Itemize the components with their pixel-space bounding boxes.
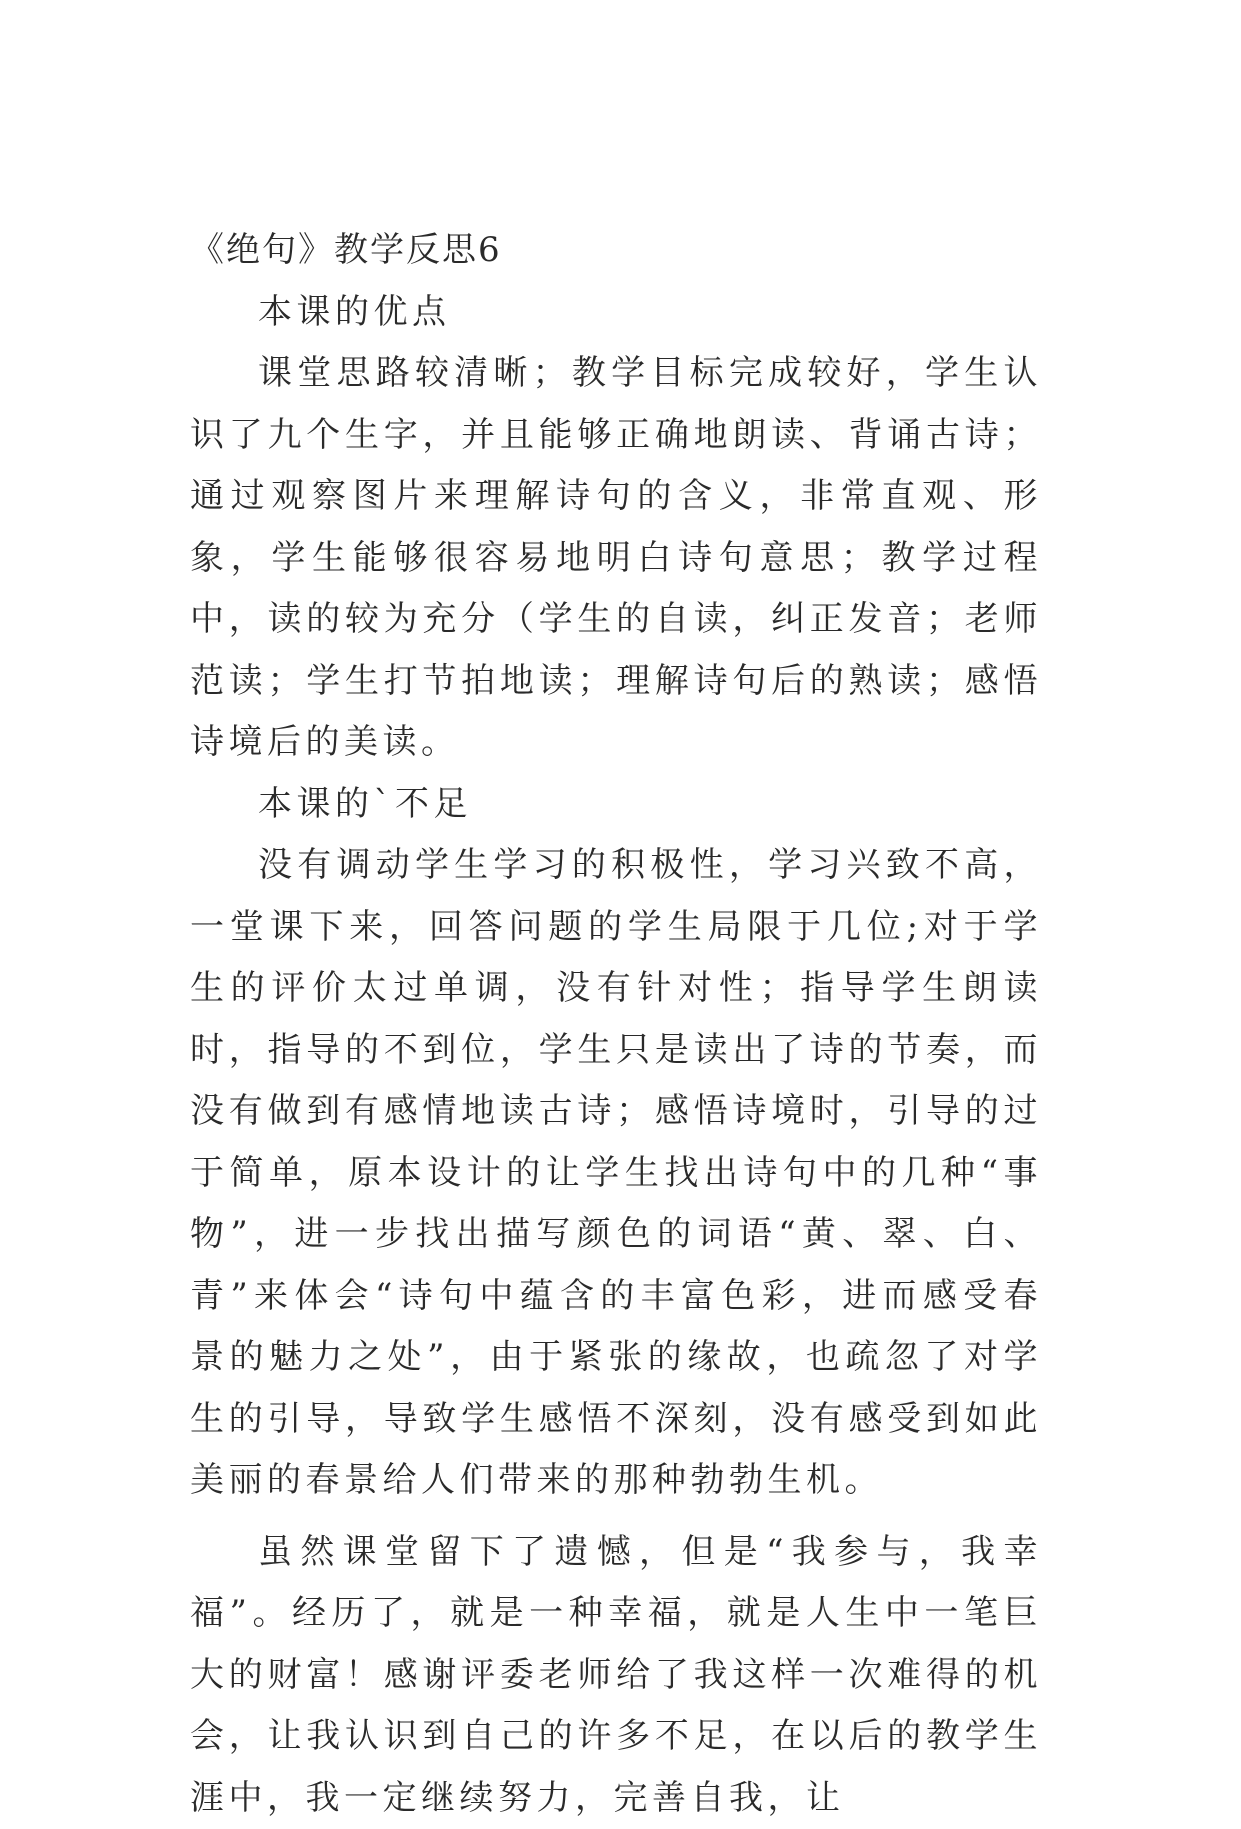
section-heading-weaknesses: 本课的`不足: [190, 774, 1042, 836]
document-body: [190, 220, 1042, 1829]
section-heading-strengths: 本课的优点: [190, 282, 1042, 344]
paragraph-closing: 虽然课堂留下了遗憾，但是“我参与，我幸福”。经历了，就是一种幸福，就是人生中一笔巨大的财富！感谢评委老师给了我这样一次难得的机会，让我认识到自己的许多不足，在以后的教学生涯中，我一定继续努力，完善自我，让: [190, 1522, 1042, 1829]
paragraph-weaknesses: 没有调动学生学习的积极性，学习兴致不高，一堂课下来，回答问题的学生局限于几位;对于学生的评价太过单调，没有针对性；指导学生朗读时，指导的不到位，学生只是读出了诗的节奏，而没有做到有感情地读古诗；感悟诗境时，引导的过于简单，原本设计的让学生找出诗句中的几种“事物”，进一步找出描写颜色的词语“黄、翠、白、青”来体会“诗句中蕴含的丰富色彩，进而感受春景的魅力之处”，由于紧张的缘故，也疏忽了对学生的引导，导致学生感悟不深刻，没有感受到如此美丽的春景给人们带来的那种勃勃生机。: [190, 835, 1042, 1512]
document-title: 《绝句》教学反思6: [190, 220, 1042, 282]
paragraph-strengths: 课堂思路较清晰；教学目标完成较好，学生认识了九个生字，并且能够正确地朗读、背诵古诗；通过观察图片来理解诗句的含义，非常直观、形象，学生能够很容易地明白诗句意思；教学过程中，读的较为充分（学生的自读，纠正发音；老师范读；学生打节拍地读；理解诗句后的熟读；感悟诗境后的美读。: [190, 343, 1042, 774]
